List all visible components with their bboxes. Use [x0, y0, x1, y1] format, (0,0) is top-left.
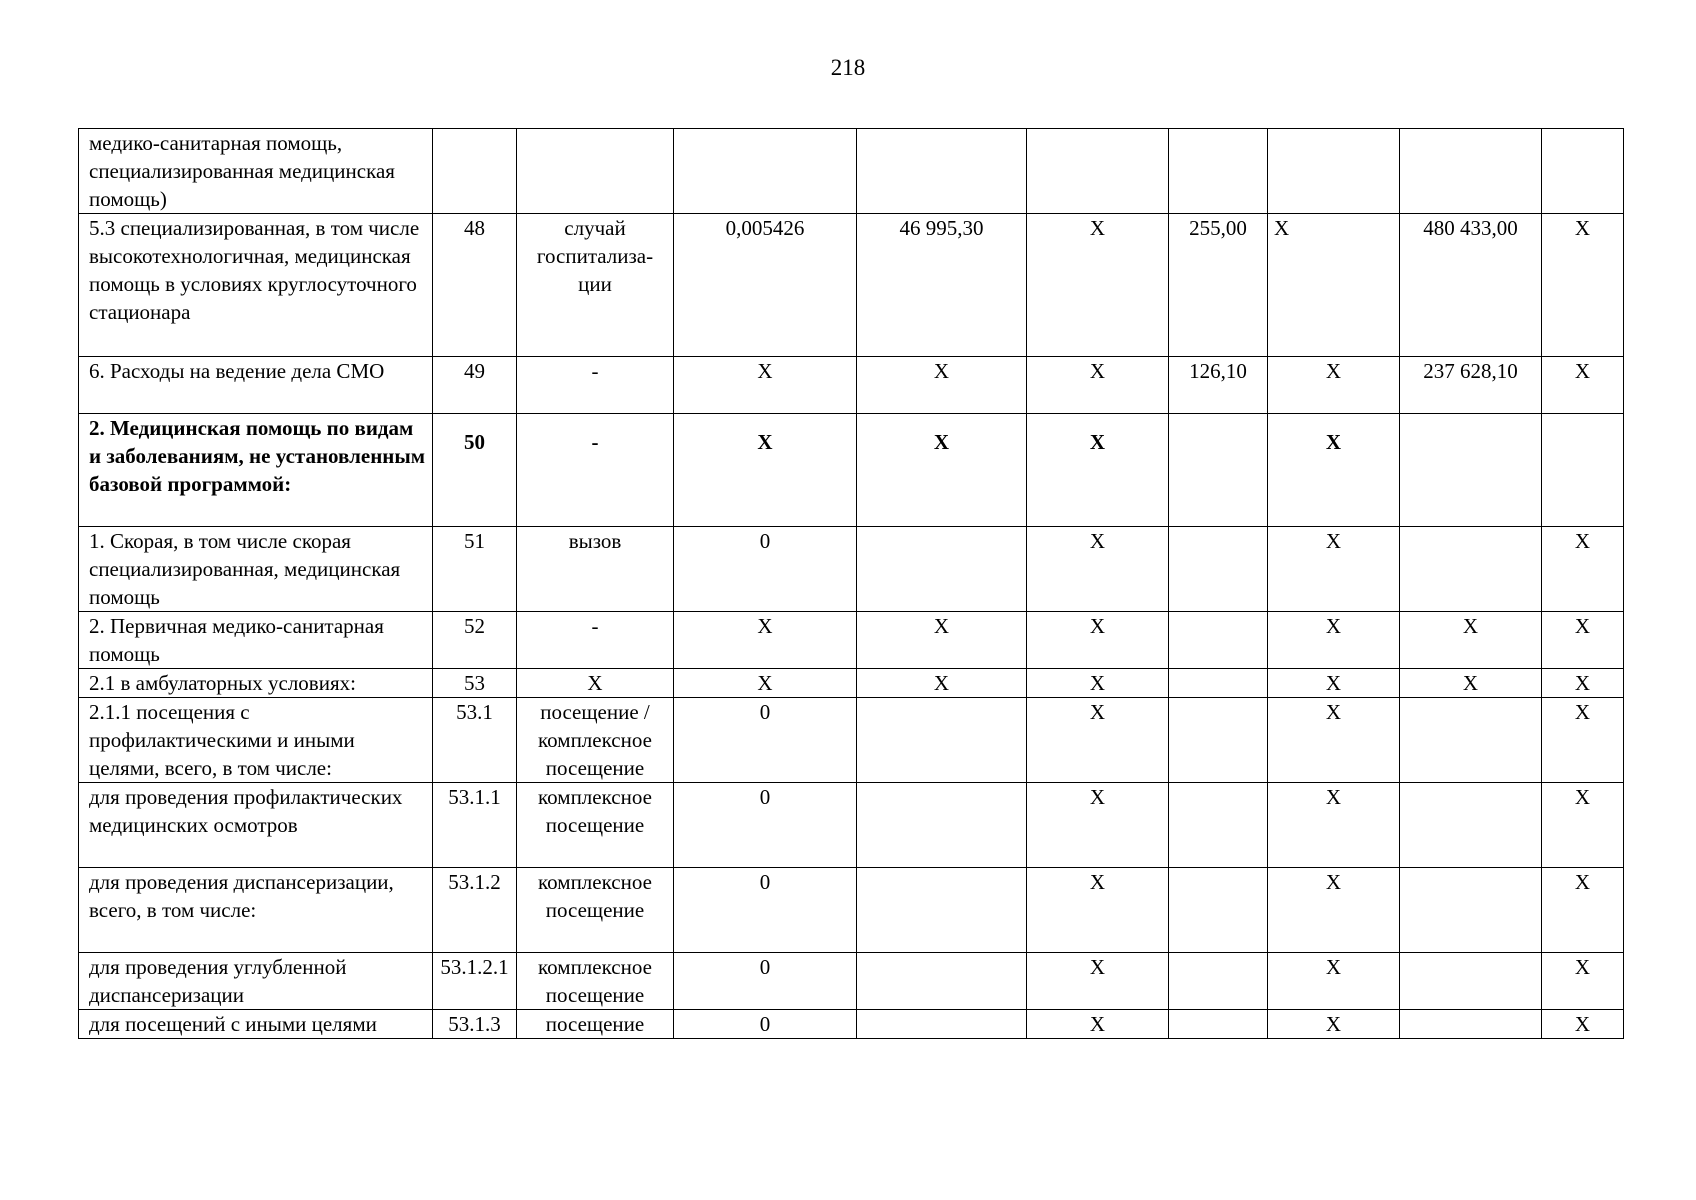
cell-col6: Х [1027, 1010, 1169, 1039]
cell-col10: Х [1542, 612, 1624, 669]
row-unit: комплексное посещение [517, 783, 674, 868]
cell-col10: Х [1542, 698, 1624, 783]
row-unit: вызов [517, 527, 674, 612]
cell-col6: Х [1027, 953, 1169, 1010]
cell-col5: Х [857, 669, 1027, 698]
cell-col4: 0 [674, 1010, 857, 1039]
cell-col6: Х [1027, 612, 1169, 669]
row-name: 2. Медицинская помощь по видам и заболеваниям, не установленным базовой программой: [79, 414, 433, 527]
cell-col10: Х [1542, 868, 1624, 953]
cell-col5 [857, 698, 1027, 783]
row-number: 53.1.3 [433, 1010, 517, 1039]
table-row [79, 214, 1624, 357]
cell-col4: 0 [674, 868, 857, 953]
row-unit: посещение / комплексное посещение [517, 698, 674, 783]
cell-col7 [1169, 953, 1268, 1010]
row-unit: комплексное посещение [517, 953, 674, 1010]
cell-col7 [1169, 698, 1268, 783]
row-name: 2.1 в амбулаторных условиях: [79, 669, 433, 698]
cell-col6: Х [1027, 783, 1169, 868]
cell-col10: Х [1542, 953, 1624, 1010]
cell-col5 [857, 129, 1027, 214]
cell-col7 [1169, 527, 1268, 612]
cell-col5: Х [857, 612, 1027, 669]
cell-col7 [1169, 129, 1268, 214]
row-name: 1. Скорая, в том числе скорая специализированная, медицинская помощь [79, 527, 433, 612]
row-name: для проведения углубленной диспансеризации [79, 953, 433, 1010]
row-name: для посещений с иными целями [79, 1010, 433, 1039]
table-row [79, 698, 1624, 783]
row-name: 2. Первичная медико-санитарная помощь [79, 612, 433, 669]
cell-col9 [1400, 868, 1542, 953]
cell-col6: Х [1027, 669, 1169, 698]
cell-col9 [1400, 953, 1542, 1010]
cell-col7 [1169, 669, 1268, 698]
cell-col7 [1169, 1010, 1268, 1039]
cell-col5: 46 995,30 [857, 214, 1027, 357]
cell-col8: Х [1268, 953, 1400, 1010]
cell-col5 [857, 868, 1027, 953]
cell-col9: 480 433,00 [1400, 214, 1542, 357]
table-row [79, 669, 1624, 698]
row-number: 48 [433, 214, 517, 357]
cell-col8 [1268, 129, 1400, 214]
cell-col6: Х [1027, 527, 1169, 612]
row-name: 2.1.1 посещения с профилактическими и иными целями, всего, в том числе: [79, 698, 433, 783]
page-number: 218 [830, 55, 866, 80]
cell-col4: Х [674, 612, 857, 669]
table-row [79, 414, 1624, 527]
cell-col8: Х [1268, 669, 1400, 698]
table-row [79, 357, 1624, 414]
row-name: для проведения профилактических медицинских осмотров [79, 783, 433, 868]
cell-col6: Х [1027, 414, 1169, 527]
cell-col10: Х [1542, 783, 1624, 868]
cell-col6: Х [1027, 698, 1169, 783]
row-name: 6. Расходы на ведение дела СМО [79, 357, 433, 414]
cell-col5: Х [857, 414, 1027, 527]
cell-col6: Х [1027, 868, 1169, 953]
cell-col8: Х [1268, 698, 1400, 783]
table-row [79, 527, 1624, 612]
cell-col6: Х [1027, 357, 1169, 414]
cell-col8: Х [1268, 868, 1400, 953]
row-unit: случай госпитализа-ции [517, 214, 674, 357]
cell-col4: Х [674, 414, 857, 527]
cell-col5 [857, 1010, 1027, 1039]
cell-col5 [857, 783, 1027, 868]
cell-col8: Х [1268, 414, 1400, 527]
cell-col9: 237 628,10 [1400, 357, 1542, 414]
cell-col10: Х [1542, 357, 1624, 414]
cell-col8: Х [1268, 527, 1400, 612]
cell-col10: Х [1542, 214, 1624, 357]
cell-col7 [1169, 783, 1268, 868]
cell-col9 [1400, 414, 1542, 527]
cell-col5: Х [857, 357, 1027, 414]
table-row [79, 868, 1624, 953]
cell-col8: Х [1268, 357, 1400, 414]
row-number: 49 [433, 357, 517, 414]
cell-col10: Х [1542, 669, 1624, 698]
table-row [79, 1010, 1624, 1039]
row-number: 52 [433, 612, 517, 669]
cell-col8: Х [1268, 214, 1400, 357]
cell-col7 [1169, 868, 1268, 953]
cell-col4: 0 [674, 527, 857, 612]
row-unit: - [517, 612, 674, 669]
cell-col10 [1542, 414, 1624, 527]
cell-col7: 255,00 [1169, 214, 1268, 357]
cell-col6 [1027, 129, 1169, 214]
cell-col9 [1400, 698, 1542, 783]
cell-col10: Х [1542, 1010, 1624, 1039]
row-number: 53.1.1 [433, 783, 517, 868]
row-number: 53 [433, 669, 517, 698]
row-unit [517, 129, 674, 214]
row-unit: - [517, 414, 674, 527]
row-number: 53.1.2.1 [433, 953, 517, 1010]
table-row [79, 612, 1624, 669]
cell-col7 [1169, 414, 1268, 527]
cell-col10 [1542, 129, 1624, 214]
cell-col8: Х [1268, 612, 1400, 669]
row-name: медико-санитарная помощь, специализированная медицинская помощь) [79, 129, 433, 214]
row-number: 53.1.2 [433, 868, 517, 953]
cell-col8: Х [1268, 1010, 1400, 1039]
row-number: 51 [433, 527, 517, 612]
row-name: для проведения диспансеризации, всего, в том числе: [79, 868, 433, 953]
cell-col6: Х [1027, 214, 1169, 357]
row-number [433, 129, 517, 214]
table-row [79, 953, 1624, 1010]
cell-col4 [674, 129, 857, 214]
cell-col4: 0 [674, 783, 857, 868]
row-unit: Х [517, 669, 674, 698]
row-number: 50 [433, 414, 517, 527]
cell-col9: Х [1400, 612, 1542, 669]
cell-col5 [857, 953, 1027, 1010]
cell-col4: 0 [674, 953, 857, 1010]
row-unit: - [517, 357, 674, 414]
row-number: 53.1 [433, 698, 517, 783]
table-row [79, 129, 1624, 214]
cell-col4: Х [674, 357, 857, 414]
cell-col7 [1169, 612, 1268, 669]
row-unit: комплексное посещение [517, 868, 674, 953]
row-unit: посещение [517, 1010, 674, 1039]
row-name: 5.3 специализированная, в том числе высокотехнологичная, медицинская помощь в условиях круглосуточного стационара [79, 214, 433, 357]
cell-col7: 126,10 [1169, 357, 1268, 414]
cell-col4: Х [674, 669, 857, 698]
cell-col9 [1400, 129, 1542, 214]
cell-col4: 0,005426 [674, 214, 857, 357]
cell-col9: Х [1400, 669, 1542, 698]
cell-col4: 0 [674, 698, 857, 783]
cell-col5 [857, 527, 1027, 612]
table-row [79, 783, 1624, 868]
cell-col9 [1400, 783, 1542, 868]
data-table [78, 128, 1624, 1039]
cell-col9 [1400, 1010, 1542, 1039]
cell-col9 [1400, 527, 1542, 612]
cell-col10: Х [1542, 527, 1624, 612]
cell-col8: Х [1268, 783, 1400, 868]
